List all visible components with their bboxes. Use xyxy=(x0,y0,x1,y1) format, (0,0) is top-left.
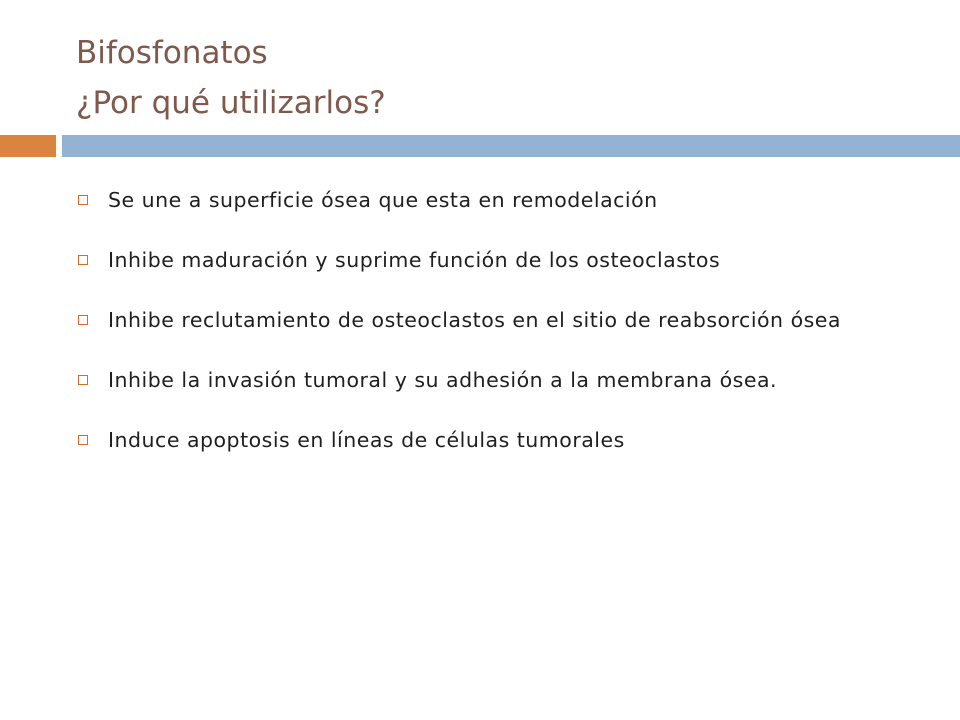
bullet-item xyxy=(76,300,936,341)
hollow-square-icon xyxy=(78,375,88,385)
accent-bar-orange xyxy=(0,135,56,157)
accent-bar-blue xyxy=(62,135,960,157)
hollow-square-icon xyxy=(78,195,88,205)
bullet-item xyxy=(76,420,936,461)
bullet-text: Se une a superficie ósea que esta en remodelación xyxy=(108,188,658,212)
title-line-2: ¿Por qué utilizarlos? xyxy=(76,85,386,121)
bullet-list xyxy=(76,180,936,480)
bullet-text: Inhibe la invasión tumoral y su adhesión a la membrana ósea. xyxy=(108,368,778,392)
hollow-square-icon xyxy=(78,255,88,265)
bullet-item xyxy=(76,180,936,221)
bullet-text: Inhibe reclutamiento de osteoclastos en el sitio de reabsorción ósea xyxy=(108,308,841,332)
bullet-text: Induce apoptosis en líneas de células tumorales xyxy=(108,428,625,452)
bullet-text: Inhibe maduración y suprime función de los osteoclastos xyxy=(108,248,721,272)
hollow-square-icon xyxy=(78,315,88,325)
slide-title xyxy=(76,28,936,128)
title-line-1: Bifosfonatos xyxy=(76,35,268,71)
bullet-item xyxy=(76,240,936,281)
bullet-item xyxy=(76,360,936,401)
hollow-square-icon xyxy=(78,435,88,445)
